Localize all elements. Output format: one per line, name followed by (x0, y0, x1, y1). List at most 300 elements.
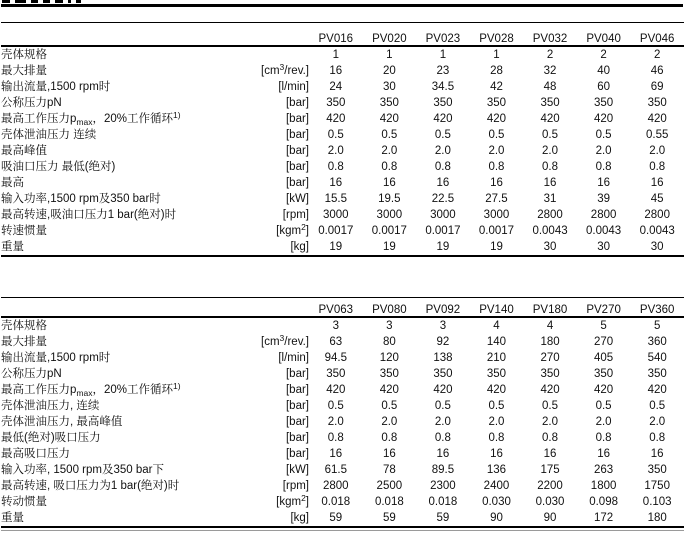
text-part: ] (305, 496, 309, 508)
row-unit (239, 46, 309, 63)
text-part: [bar] (285, 113, 309, 125)
cell-value: 420 (379, 113, 399, 125)
cell-value: 120 (379, 352, 399, 364)
column-header-pv270: PV270 (577, 298, 631, 318)
cell-value: 0.098 (589, 496, 618, 508)
column-header-pv046: PV046 (630, 23, 684, 47)
cell-value: 16 (436, 177, 450, 189)
text-part: [kg] (290, 241, 309, 253)
cell-value: 0.0043 (586, 225, 622, 237)
cell-value: 15.5 (324, 193, 347, 205)
cell-value: 61.5 (324, 464, 347, 476)
cell-value: 420 (433, 113, 453, 125)
cell-value: 27.5 (485, 193, 508, 205)
text-part: 输入功率,1500 rpm及350 bar时 (1, 193, 161, 205)
text-part: 壳体泄油压力, 连续 (1, 400, 100, 412)
cell-value: 350 (647, 464, 667, 476)
cell-value: 1800 (590, 480, 617, 492)
cell-value: 5 (600, 320, 607, 332)
cell-value: 350 (433, 368, 453, 380)
cell-value: 1 (493, 49, 500, 61)
text-part: 最低(绝对)吸口压力 (1, 432, 101, 444)
row-unit (239, 366, 309, 382)
table-2-end-rule (1, 530, 684, 531)
cell-value: 2 (546, 49, 554, 61)
cell-value: 350 (594, 368, 614, 380)
cell-value: 1 (332, 49, 339, 61)
cell-value: 1750 (644, 480, 670, 492)
cell-value: 78 (382, 464, 396, 476)
row-label (1, 63, 239, 79)
cell-value: 1 (386, 49, 393, 61)
column-header-pv020: PV020 (363, 23, 417, 47)
cell-value: 2.0 (434, 145, 451, 157)
cell-value: 2400 (483, 480, 510, 492)
row-label (1, 317, 239, 334)
text-part: [bar] (285, 400, 309, 412)
row-unit (239, 175, 309, 191)
cell-value: 0.8 (327, 432, 344, 444)
cell-value: 180 (540, 336, 560, 348)
table-row (1, 127, 684, 143)
text-part: [cm (261, 336, 280, 348)
cell-value: 19 (416, 239, 470, 256)
cell-value: 0.5 (488, 129, 505, 141)
cell-value: 2.0 (434, 416, 451, 428)
cell-value: 2.0 (381, 145, 398, 157)
row-unit (239, 127, 309, 143)
cell-value: 2800 (590, 209, 617, 221)
cell-value: 3 (386, 320, 393, 332)
cell-value: 2.0 (649, 145, 666, 157)
cell-value: 0.8 (381, 161, 398, 173)
row-label (1, 46, 239, 63)
sup-part: 1) (173, 110, 181, 120)
row-label (1, 207, 239, 223)
cell-value: 2300 (430, 480, 456, 492)
cell-value: 20 (382, 65, 396, 77)
text-part: [rpm] (282, 480, 309, 492)
table-row (1, 350, 684, 366)
column-header-pv180: PV180 (523, 298, 577, 318)
text-part: 最高转速, 吸口压力为1 bar(绝对)时 (1, 480, 180, 492)
row-label (1, 350, 239, 366)
row-label (1, 127, 239, 143)
header-unit-spacer (239, 298, 309, 318)
cell-value: 0.018 (428, 496, 458, 508)
row-unit (239, 398, 309, 414)
cell-value: 180 (630, 510, 684, 527)
text-part: [bar] (285, 416, 309, 428)
cell-value: 350 (540, 97, 560, 109)
cell-value: 16 (382, 177, 396, 189)
cell-value: 90 (470, 510, 524, 527)
cell-value: 420 (594, 113, 614, 125)
cell-value: 420 (540, 384, 560, 396)
cell-value: 420 (379, 384, 399, 396)
cell-value: 350 (326, 97, 346, 109)
text-part: 最高工作压力p (1, 384, 77, 396)
cell-value: 0.5 (595, 400, 612, 412)
cell-value: 0.018 (321, 496, 351, 508)
row-unit (239, 317, 309, 334)
text-part: 最高 (1, 177, 24, 189)
cell-value: 350 (647, 368, 667, 380)
cell-value: 350 (647, 97, 667, 109)
row-unit (239, 159, 309, 175)
cell-value: 2.0 (381, 416, 398, 428)
cell-value: 0.5 (595, 129, 612, 141)
clipped-title-fragment (2, 0, 81, 3)
cell-value: 136 (486, 464, 507, 476)
sup-part: 3 (279, 62, 285, 72)
text-part: [bar] (285, 448, 309, 460)
text-part: ，20%工作循环 (92, 113, 173, 125)
cell-value: 59 (416, 510, 470, 527)
row-label (1, 175, 239, 191)
cell-value: 0.8 (327, 161, 344, 173)
cell-value: 350 (379, 97, 399, 109)
table-row (1, 223, 684, 239)
row-unit (239, 207, 309, 223)
cell-value: 32 (543, 65, 557, 77)
cell-value: 45 (650, 193, 664, 205)
cell-value: 94.5 (324, 352, 347, 364)
row-label (1, 111, 239, 127)
text-part: 吸油口压力 最低(绝对) (1, 161, 116, 173)
cell-value: 16 (382, 448, 396, 460)
cell-value: 0.103 (642, 496, 672, 508)
cell-value: 420 (486, 384, 507, 396)
table-row (1, 46, 684, 63)
table-row (1, 317, 684, 334)
row-label (1, 510, 239, 527)
text-part: 转动惯量 (1, 496, 47, 508)
cell-value: 23 (436, 65, 450, 77)
text-part: [bar] (285, 145, 309, 157)
row-label (1, 414, 239, 430)
table-row (1, 414, 684, 430)
text-part: 公称压力pN (1, 97, 62, 109)
cell-value: 34.5 (431, 81, 455, 93)
cell-value: 59 (309, 510, 363, 527)
cell-value: 3 (439, 320, 447, 332)
text-part: 重量 (1, 512, 24, 524)
table-row (1, 478, 684, 494)
cell-value: 0.030 (482, 496, 511, 508)
text-part: [bar] (285, 129, 309, 141)
cell-value: 0.018 (374, 496, 404, 508)
cell-value: 0.5 (542, 129, 559, 141)
cell-value: 2.0 (649, 416, 666, 428)
cell-value: 0.0017 (371, 225, 407, 237)
spec-table-2-wrap (1, 297, 684, 531)
row-unit (239, 95, 309, 111)
spec-table-1-wrap (1, 22, 684, 257)
text-part: 壳体泄油压力, 最高峰值 (1, 416, 123, 428)
row-label (1, 191, 239, 207)
cell-value: 24 (329, 81, 343, 93)
row-unit (239, 414, 309, 430)
cell-value: 350 (433, 97, 453, 109)
table-row (1, 63, 684, 79)
cell-value: 350 (540, 368, 560, 380)
cell-value: 2800 (537, 209, 563, 221)
text-part: 输出流量,1500 rpm时 (1, 81, 111, 93)
table-row (1, 159, 684, 175)
cell-value: 2.0 (595, 416, 612, 428)
cell-value: 30 (523, 239, 577, 256)
cell-value: 263 (594, 464, 614, 476)
cell-value: 0.8 (488, 161, 505, 173)
cell-value: 19 (363, 239, 417, 256)
cell-value: 0.0017 (478, 225, 515, 237)
cell-value: 0.8 (649, 161, 666, 173)
row-unit (239, 63, 309, 79)
cell-value: 63 (329, 336, 343, 348)
row-unit (239, 350, 309, 366)
row-unit (239, 239, 309, 256)
table-row (1, 366, 684, 382)
text-part: [bar] (285, 432, 309, 444)
text-part: 最高峰值 (1, 145, 47, 157)
cell-value: 92 (436, 336, 450, 348)
cell-value: 0.55 (645, 129, 669, 141)
table-row (1, 143, 684, 159)
cell-value: 69 (650, 81, 664, 93)
text-part: ，20%工作循环 (92, 384, 173, 396)
cell-value: 350 (486, 368, 507, 380)
table-row (1, 191, 684, 207)
cell-value: 172 (577, 510, 631, 527)
text-part: 输出流量,1500 rpm时 (1, 352, 111, 364)
row-unit (239, 191, 309, 207)
cell-value: 0.5 (434, 400, 451, 412)
row-label (1, 430, 239, 446)
sub-part: max (76, 117, 93, 127)
cell-value: 2500 (376, 480, 403, 492)
cell-value: 30 (630, 239, 684, 256)
cell-value: 2.0 (488, 145, 505, 157)
table-row (1, 207, 684, 223)
table-row (1, 79, 684, 95)
cell-value: 140 (486, 336, 507, 348)
cell-value: 210 (486, 352, 507, 364)
cell-value: 89.5 (431, 464, 455, 476)
cell-value: 0.5 (327, 129, 344, 141)
cell-value: 0.5 (434, 129, 451, 141)
cell-value: 0.5 (649, 400, 666, 412)
cell-value: 3000 (483, 209, 510, 221)
cell-value: 2.0 (542, 145, 559, 157)
text-part: 最高工作压力p (1, 113, 77, 125)
cell-value: 350 (326, 368, 346, 380)
cell-value: 350 (594, 97, 614, 109)
cell-value: 59 (363, 510, 417, 527)
column-header-pv092: PV092 (416, 298, 470, 318)
row-unit (239, 111, 309, 127)
table-row (1, 111, 684, 127)
cell-value: 40 (597, 65, 610, 77)
cell-value: 0.0043 (532, 225, 568, 237)
text-part: 壳体规格 (1, 320, 47, 332)
cell-value: 16 (543, 448, 557, 460)
page-top-rule (1, 4, 683, 7)
cell-value: 0.8 (434, 432, 451, 444)
cell-value: 420 (647, 384, 667, 396)
cell-value: 0.8 (649, 432, 666, 444)
cell-value: 360 (647, 336, 667, 348)
cell-value: 350 (486, 97, 507, 109)
cell-value: 3000 (322, 209, 349, 221)
row-label (1, 494, 239, 510)
row-unit (239, 382, 309, 398)
cell-value: 22.5 (431, 193, 455, 205)
cell-value: 0.8 (381, 432, 398, 444)
table-row (1, 494, 684, 510)
cell-value: 420 (326, 384, 346, 396)
row-label (1, 366, 239, 382)
cell-value: 28 (490, 65, 503, 77)
text-part: ] (305, 225, 309, 237)
table-row (1, 382, 684, 398)
column-header-pv063: PV063 (309, 298, 363, 318)
row-label (1, 95, 239, 111)
text-part: [bar] (285, 161, 309, 173)
text-part: [kgm (276, 225, 302, 237)
text-part: [bar] (285, 384, 309, 396)
spec-table-1 (1, 22, 684, 257)
text-part: 最高转速,吸油口压力1 bar(绝对)时 (1, 209, 177, 221)
table-row (1, 239, 684, 256)
row-label (1, 79, 239, 95)
text-part: 最高吸口压力 (1, 448, 70, 460)
cell-value: 0.5 (488, 400, 505, 412)
sup-part: 2 (301, 493, 306, 503)
cell-value: 138 (433, 352, 453, 364)
text-part: 重量 (1, 241, 24, 253)
cell-value: 0.5 (327, 400, 344, 412)
text-part: [bar] (285, 368, 309, 380)
cell-value: 0.0043 (639, 225, 675, 237)
row-label (1, 398, 239, 414)
cell-value: 16 (490, 448, 503, 460)
cell-value: 2.0 (542, 416, 559, 428)
column-header-pv140: PV140 (470, 298, 524, 318)
text-part: [kW] (286, 464, 309, 476)
text-part: [l/min] (278, 81, 309, 93)
row-unit (239, 79, 309, 95)
row-unit (239, 462, 309, 478)
cell-value: 0.5 (542, 400, 559, 412)
cell-value: 405 (594, 352, 614, 364)
cell-value: 0.5 (381, 129, 398, 141)
row-label (1, 159, 239, 175)
text-part: 壳体泄油压力 连续 (1, 129, 97, 141)
table-row (1, 95, 684, 111)
column-header-pv360: PV360 (630, 298, 684, 318)
cell-value: 16 (329, 65, 343, 77)
cell-value: 16 (436, 448, 450, 460)
column-header-pv016: PV016 (309, 23, 363, 47)
cell-value: 420 (647, 113, 667, 125)
cell-value: 46 (650, 65, 664, 77)
cell-value: 2.0 (327, 145, 344, 157)
cell-value: 60 (597, 81, 610, 93)
cell-value: 31 (543, 193, 557, 205)
row-unit (239, 430, 309, 446)
cell-value: 30 (577, 239, 631, 256)
cell-value: 270 (540, 352, 560, 364)
cell-value: 0.8 (595, 432, 612, 444)
table-row (1, 430, 684, 446)
cell-value: 0.8 (542, 161, 559, 173)
sup-part: 1) (173, 381, 181, 391)
cell-value: 16 (597, 448, 610, 460)
cell-value: 19 (309, 239, 363, 256)
text-part: 最大排量 (1, 65, 47, 77)
row-label (1, 446, 239, 462)
cell-value: 0.8 (595, 161, 612, 173)
cell-value: 2 (600, 49, 607, 61)
row-unit (239, 446, 309, 462)
column-header-pv040: PV040 (577, 23, 631, 47)
cell-value: 16 (650, 177, 664, 189)
text-part: [rpm] (282, 209, 309, 221)
cell-value: 0.0017 (425, 225, 461, 237)
cell-value: 2800 (644, 209, 670, 221)
header-row (1, 23, 684, 47)
cell-value: 16 (329, 177, 343, 189)
text-part: 壳体规格 (1, 49, 47, 61)
cell-value: 16 (650, 448, 664, 460)
cell-value: 0.5 (381, 400, 398, 412)
cell-value: 175 (540, 464, 560, 476)
cell-value: 350 (379, 368, 399, 380)
row-unit (239, 510, 309, 527)
cell-value: 420 (594, 384, 614, 396)
cell-value: 2.0 (327, 416, 344, 428)
table-row (1, 175, 684, 191)
column-header-pv023: PV023 (416, 23, 470, 47)
cell-value: 3000 (376, 209, 403, 221)
cell-value: 4 (493, 320, 500, 332)
row-label (1, 143, 239, 159)
row-label (1, 462, 239, 478)
table-row (1, 398, 684, 414)
cell-value: 16 (490, 177, 503, 189)
row-unit (239, 223, 309, 239)
sub-part: max (76, 388, 93, 398)
cell-value: 540 (647, 352, 667, 364)
cell-value: 90 (523, 510, 577, 527)
header-label-spacer (1, 23, 239, 47)
cell-value: 19.5 (378, 193, 401, 205)
row-unit (239, 478, 309, 494)
cell-value: 2 (653, 49, 661, 61)
text-part: 输入功率, 1500 rpm及350 bar下 (1, 464, 164, 476)
text-part: [l/min] (278, 352, 309, 364)
row-label (1, 223, 239, 239)
cell-value: 420 (433, 384, 453, 396)
row-unit (239, 334, 309, 350)
row-unit (239, 494, 309, 510)
cell-value: 3 (332, 320, 339, 332)
sup-part: 2 (301, 222, 306, 232)
cell-value: 42 (490, 81, 503, 93)
cell-value: 80 (382, 336, 396, 348)
cell-value: 0.8 (542, 432, 559, 444)
